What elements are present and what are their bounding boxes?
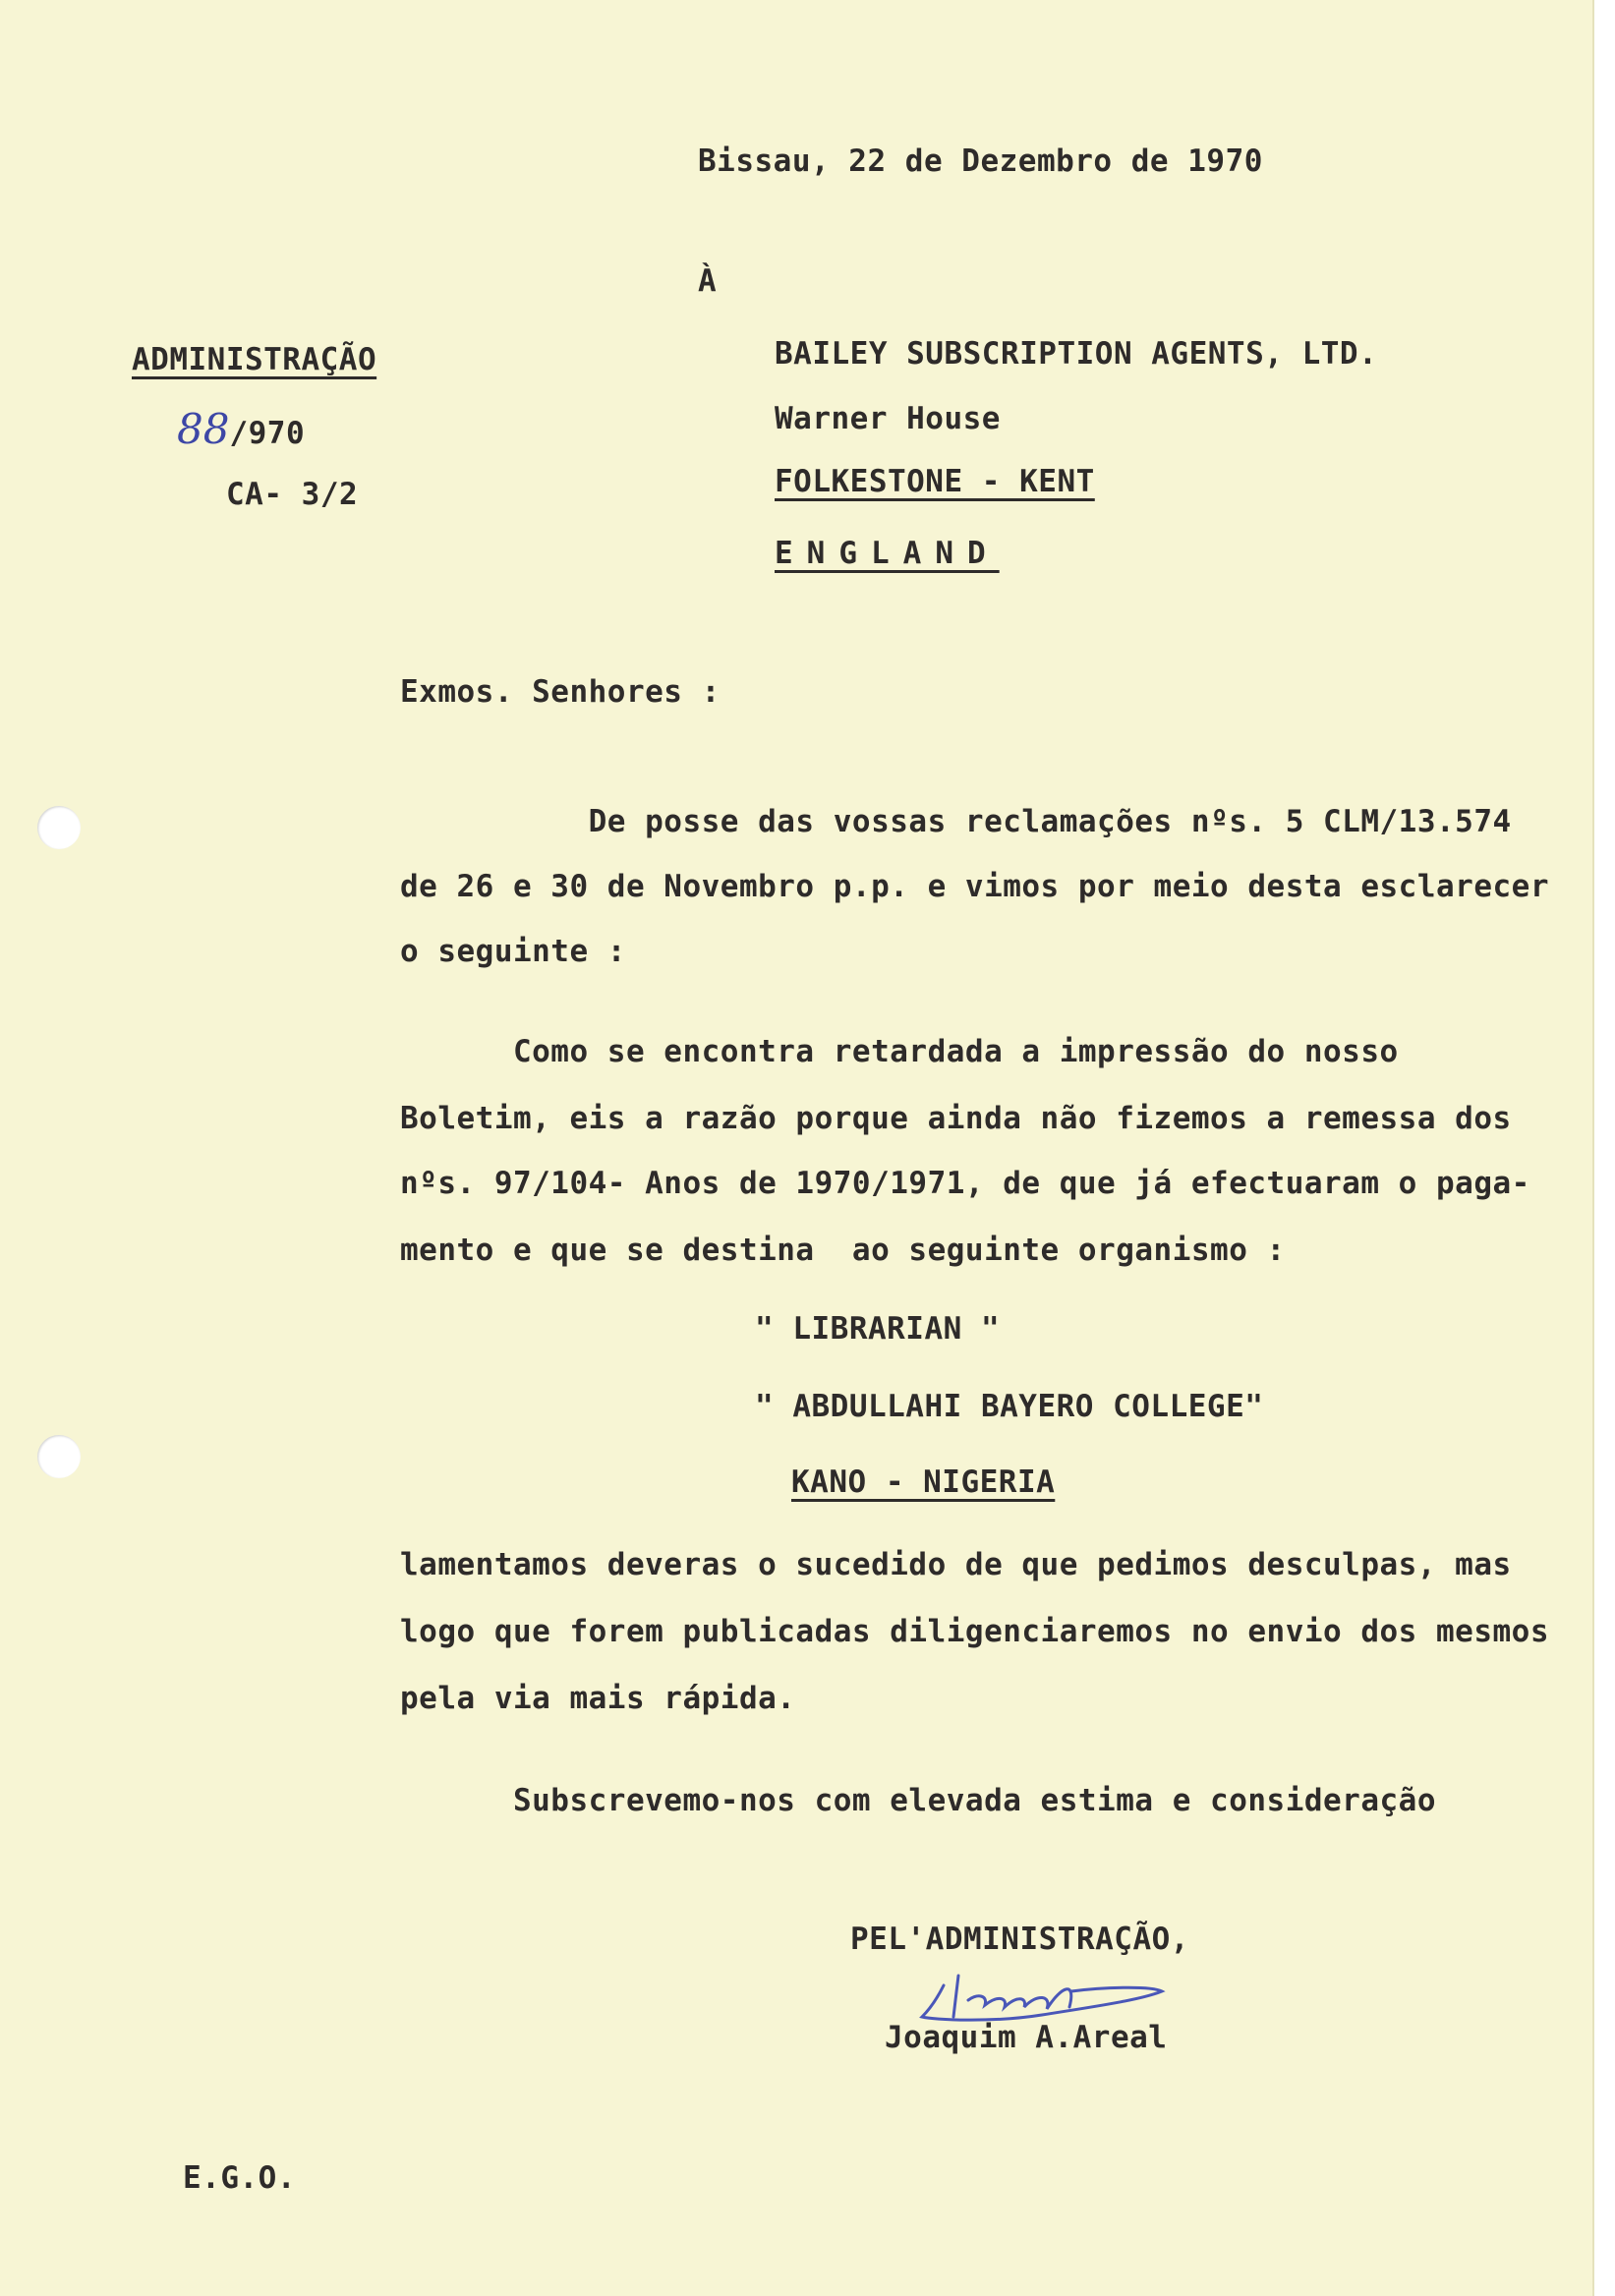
paragraph1-line3: o seguinte :: [400, 934, 626, 969]
to-marker: À: [698, 263, 718, 299]
department-label: ADMINISTRAÇÃO: [132, 342, 377, 377]
paragraph2-line3: nºs. 97/104- Anos de 1970/1971, de que já efectuaram o paga-: [400, 1166, 1530, 1201]
recipient-city: FOLKESTONE - KENT: [775, 464, 1095, 499]
paragraph3-line1: lamentamos deveras o sucedido de que pedimos desculpas, mas: [400, 1547, 1512, 1582]
organism-location: KANO - NIGERIA: [791, 1464, 1056, 1500]
paragraph1-line1: De posse das vossas reclamações nºs. 5 CLM/13.574: [400, 804, 1512, 839]
signatory-name: Joaquim A.Areal: [885, 2020, 1168, 2055]
paragraph2-line4: mento e que se destina ao seguinte organismo :: [400, 1233, 1286, 1268]
organism-college: " ABDULLAHI BAYERO COLLEGE": [755, 1389, 1264, 1424]
punch-hole-bottom: [37, 1435, 81, 1478]
paragraph2-line2: Boletim, eis a razão porque ainda não fizemos a remessa dos: [400, 1101, 1512, 1136]
closing-line: Subscrevemo-nos com elevada estima e consideração: [400, 1783, 1436, 1818]
handwritten-number: 88: [177, 405, 230, 453]
recipient-country: ENGLAND: [775, 536, 1000, 571]
paragraph1-line2: de 26 e 30 de Novembro p.p. e vimos por meio desta esclarecer: [400, 869, 1549, 904]
recipient-street: Warner House: [775, 401, 1001, 436]
footer-initials: E.G.O.: [183, 2160, 296, 2196]
paragraph2-line1: Como se encontra retardada a impressão do nosso: [400, 1034, 1399, 1069]
place-date: Bissau, 22 de Dezembro de 1970: [698, 144, 1263, 179]
paragraph3-line3: pela via mais rápida.: [400, 1681, 796, 1716]
signature-for-line: PEL'ADMINISTRAÇÃO,: [850, 1922, 1189, 1957]
reference-code: CA- 3/2: [226, 477, 359, 512]
punch-hole-top: [37, 806, 81, 849]
reference-number: [177, 405, 305, 453]
paragraph3-line2: logo que forem publicadas diligenciaremos no envio dos mesmos: [400, 1614, 1549, 1649]
recipient-name: BAILEY SUBSCRIPTION AGENTS, LTD.: [775, 336, 1378, 372]
page-edge: [1594, 0, 1615, 2296]
salutation: Exmos. Senhores :: [400, 674, 721, 710]
organism-librarian: " LIBRARIAN ": [755, 1311, 1001, 1347]
reference-year: /970: [229, 416, 306, 451]
